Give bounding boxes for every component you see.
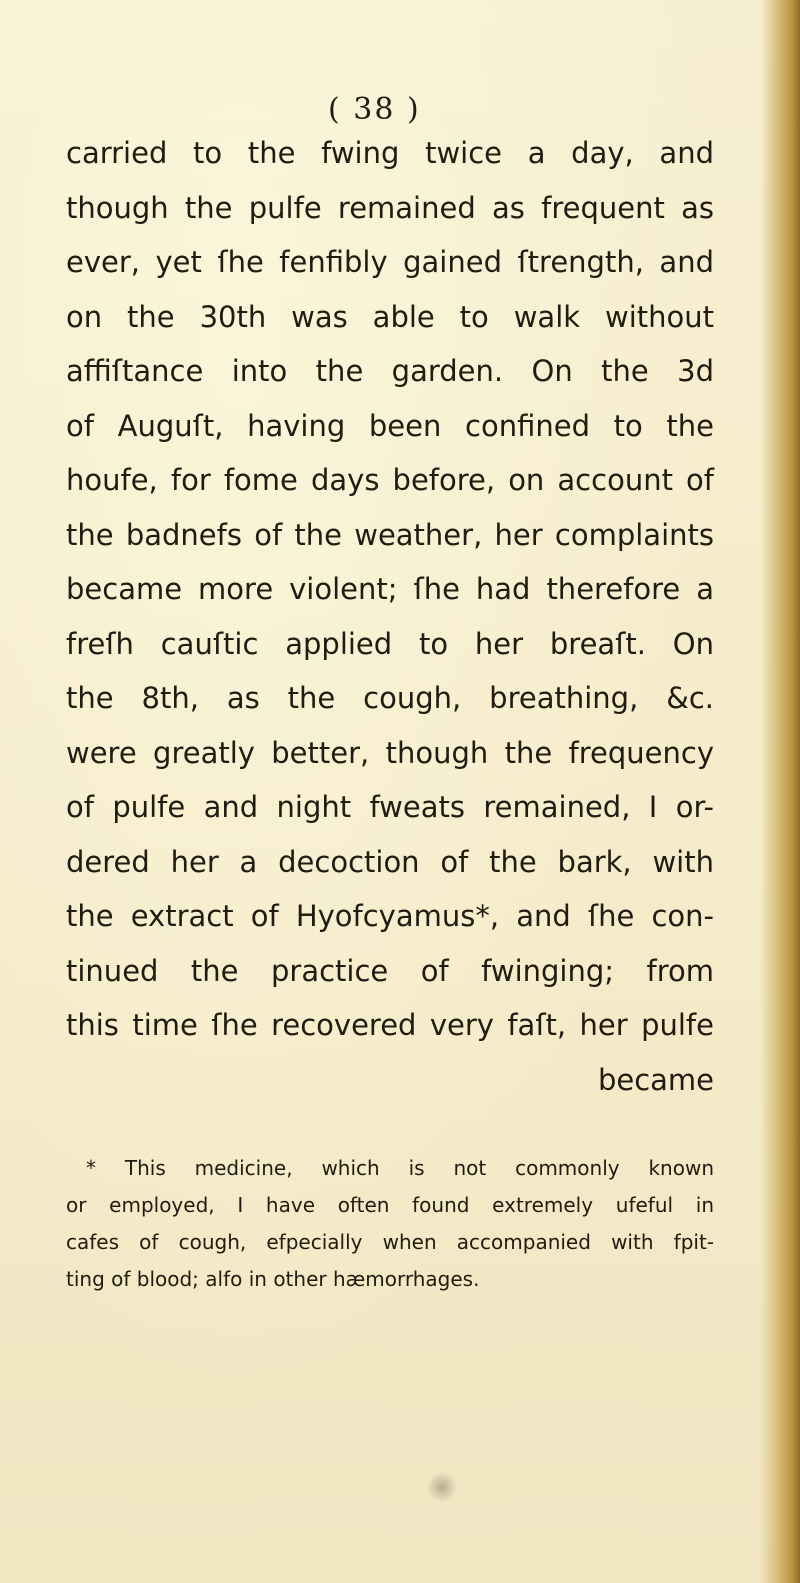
footnote-line: cafes of cough, efpecially when accompanied with fpit- [66, 1230, 714, 1254]
footnote-line: or employed, I have often found extremely ufeful in [66, 1193, 714, 1217]
text-line: of Auguſt, having been confined to the [66, 408, 714, 443]
text-line: were greatly better, though the frequency [66, 735, 714, 770]
text-line: tinued the practice of fwinging; from [66, 953, 714, 988]
text-line: on the 30th was able to walk without [66, 299, 714, 334]
page-number: ( 38 ) [328, 92, 421, 127]
text-line: the extract of Hyofcyamus*, and ſhe con- [66, 899, 714, 933]
text-line: this time ſhe recovered very faſt, her pulfe [66, 1008, 714, 1042]
text-line: dered her a decoction of the bark, with [66, 844, 714, 879]
footnote-line: * This medicine, which is not commonly known [86, 1156, 714, 1180]
footnote-line: ting of blood; alfo in other hæmorrhages. [66, 1267, 480, 1291]
catchword: became [597, 1062, 714, 1097]
text-line: the badnefs of the weather, her complaints [66, 517, 714, 552]
text-line: the 8th, as the cough, breathing, &c. [66, 681, 714, 715]
text-line: ever, yet ſhe fenfibly gained ſtrength, and [66, 245, 714, 279]
text-line: though the pulfe remained as frequent as [66, 190, 714, 225]
text-line: of pulfe and night fweats remained, I or- [66, 790, 714, 824]
footnote [66, 1150, 714, 1298]
text-line: carried to the fwing twice a day, and [66, 136, 714, 170]
text-line: houfe, for fome days before, on account of [66, 463, 714, 497]
text-line: freſh cauſtic applied to her breaſt. On [66, 626, 714, 661]
text-line: affiſtance into the garden. On the 3d [66, 354, 714, 388]
body-text [66, 126, 714, 1107]
page-edge-shadow [760, 0, 800, 1583]
ink-stain [428, 1470, 456, 1504]
text-line: became more violent; ſhe had therefore a [66, 572, 714, 606]
